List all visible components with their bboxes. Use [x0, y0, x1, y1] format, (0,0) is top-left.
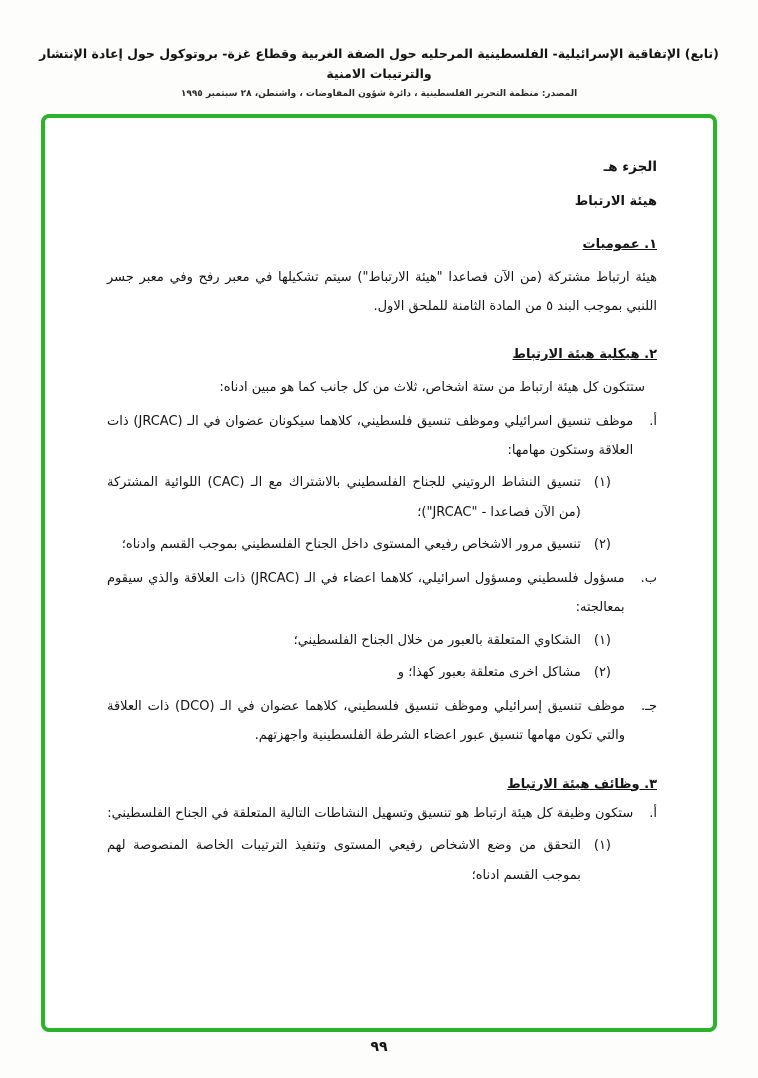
section-heading-generalities: ١. عموميات	[582, 237, 657, 253]
sub-list-item-marker: (١)	[593, 632, 611, 648]
page-number: ٩٩	[370, 1039, 388, 1055]
sub-list-item-2	[107, 658, 611, 687]
section-heading-functions: ٣. وظائف هيئة الارتباط	[507, 776, 657, 792]
list-item-c	[107, 692, 657, 751]
list-item-marker: جـ.	[641, 699, 657, 715]
section-heading-structure: ٢. هيكلية هيئة الارتباط	[512, 347, 657, 363]
sub-list-item-1	[107, 468, 611, 527]
header-title: (تابع) الإتفاقية الإسرائيلية- الفلسطينية المرحليه حول الضفة الغربية وقطاع غزة- بروتوكول حول إعادة الإنتشار والترتيبات الامنية	[39, 46, 719, 81]
sub-list-item-text: مشاكل اخرى متعلقة بعبور كهذا؛ و	[397, 664, 581, 680]
list-item-a	[107, 407, 657, 466]
sub-list-item-1	[107, 831, 611, 890]
sub-list-item-text: الشكاوي المتعلقة بالعبور من خلال الجناح الفلسطيني؛	[293, 632, 581, 648]
sub-list-item-text: التحقق من وضع الاشخاص رفيعي المستوى وتنفيذ الترتيبات الخاصة المنصوصة لهم بموجب القسم ادناه؛	[107, 838, 581, 883]
document-frame	[41, 114, 717, 1032]
list-item-marker: أ.	[649, 806, 657, 822]
document-header	[0, 0, 758, 99]
sub-list-item-text: تنسيق مرور الاشخاص رفيعي المستوى داخل الجناح الفلسطيني بموجب القسم وادناه؛	[121, 536, 581, 552]
list-item-text: موظف تنسيق اسرائيلي وموظف تنسيق فلسطيني، كلاهما سيكونان عضوان في الـ (JRCAC) ذات العلاقة وستكون مهامها:	[107, 413, 634, 459]
document-content	[45, 118, 713, 890]
list-item-a	[107, 799, 657, 828]
list-item-text: ستكون وظيفة كل هيئة ارتباط هو تنسيق وتسهيل النشاطات التالية المتعلقة في الجناح الفلسطيني:	[107, 806, 634, 822]
part-title: الجزء هـ	[603, 159, 657, 175]
paragraph: هيئة ارتباط مشتركة (من الآن فصاعدا "هيئة الارتباط") سيتم تشكيلها في معبر رفح وفي معبر جسر اللنبي بموجب البند ٥ من المادة الثامنة للملحق الاول.	[107, 269, 657, 314]
sub-list-item-marker: (٢)	[593, 664, 611, 680]
list-item-text: مسؤول فلسطيني ومسؤول اسرائيلي، كلاهما اعضاء في الـ (JRCAC) ذات العلاقة والذي سيقوم بمعالجته:	[107, 571, 625, 616]
list-item-b	[107, 564, 657, 623]
sub-list-item-2	[107, 530, 611, 559]
list-item-marker: أ.	[649, 413, 657, 429]
sub-list-item-marker: (١)	[593, 475, 611, 491]
sub-list-item-text: تنسيق النشاط الروتيني للجناح الفلسطيني بالاشتراك مع الـ (CAC) اللوائية المشتركة (من الآن فصاعدا - "JRCAC")؛	[107, 475, 581, 520]
sub-list-item-marker: (٢)	[593, 536, 611, 552]
list-item-marker: ب.	[640, 571, 657, 587]
part-subtitle: هيئة الارتباط	[574, 193, 657, 209]
sub-list-item-marker: (١)	[593, 838, 611, 854]
list-item-text: موظف تنسيق إسرائيلي وموظف تنسيق فلسطيني، كلاهما عضوان في الـ (DCO) ذات العلاقة والتي تكون مهامها تنسيق عبور اعضاء الشرطة الفلسطينية واجهزتهم.	[107, 699, 626, 744]
sub-list-item-1	[107, 626, 611, 655]
paragraph: ستتكون كل هيئة ارتباط من ستة اشخاص، ثلاث من كل جانب كما هو مبين ادناه:	[219, 379, 645, 395]
header-source: المصدر: منظمة التحرير الفلسطينية ، دائرة شؤون المفاوضات ، واشنطن، ٢٨ سبتمبر ١٩٩٥	[180, 89, 578, 99]
